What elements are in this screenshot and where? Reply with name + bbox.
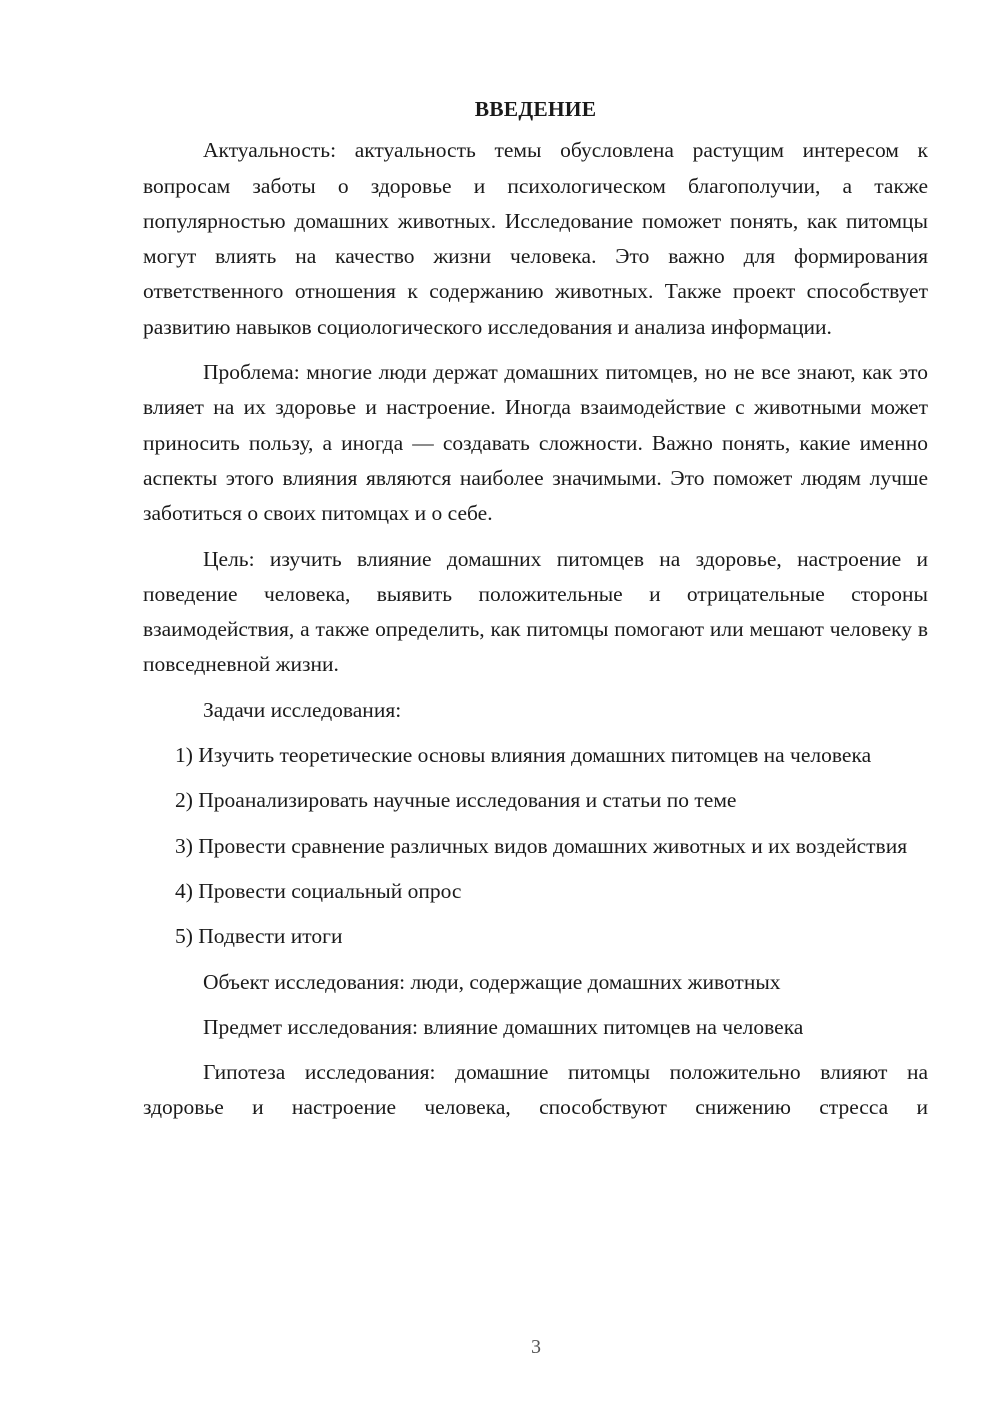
research-subject: Предмет исследования: влияние домашних питомцев на человека (203, 1014, 804, 1039)
page-number: 3 (531, 1336, 541, 1358)
task-item: 1) Изучить теоретические основы влияния домашних питомцев на человека (175, 743, 872, 768)
relevance-paragraph: Актуальность: актуальность темы обусловлена растущим интересом к вопросам заботы о здоровье и психологическом благополучии, а также популярностью домашних животных. Исследование поможет понять, как питомцы могут влиять на качество жизни человека. Это важно для формирования ответственного отношения к содержанию животных. Также проект способствует развитию навыков социологического исследования и анализа информации. (143, 138, 928, 339)
section-title: ВВЕДЕНИЕ (474, 97, 597, 121)
tasks-heading: Задачи исследования: (203, 697, 402, 722)
goal-paragraph: Цель: изучить влияние домашних питомцев на здоровье, настроение и поведение человека, выявить положительные и отрицательные стороны взаимодействия, а также определить, как питомцы помогают или мешают человеку в повседневной жизни. (143, 546, 928, 677)
task-item: 3) Провести сравнение различных видов домашних животных и их воздействия (175, 833, 908, 858)
hypothesis-paragraph: Гипотеза исследования: домашние питомцы положительно влияют на здоровье и настроение человека, способствуют снижению стресса и (143, 1060, 928, 1120)
task-item: 4) Провести социальный опрос (175, 878, 462, 903)
problem-paragraph: Проблема: многие люди держат домашних питомцев, но не все знают, как это влияет на их здоровье и настроение. Иногда взаимодействие с животными может приносить пользу, а иногда — создавать сложности. Важно понять, какие именно аспекты этого влияния являются наиболее значимыми. Это поможет людям лучше заботиться о своих питомцах и о себе. (143, 360, 928, 526)
document-page (143, 92, 928, 1136)
task-item: 5) Подвести итоги (175, 924, 343, 949)
task-item: 2) Проанализировать научные исследования и статьи по теме (175, 788, 737, 813)
research-object: Объект исследования: люди, содержащие домашних животных (203, 969, 781, 994)
